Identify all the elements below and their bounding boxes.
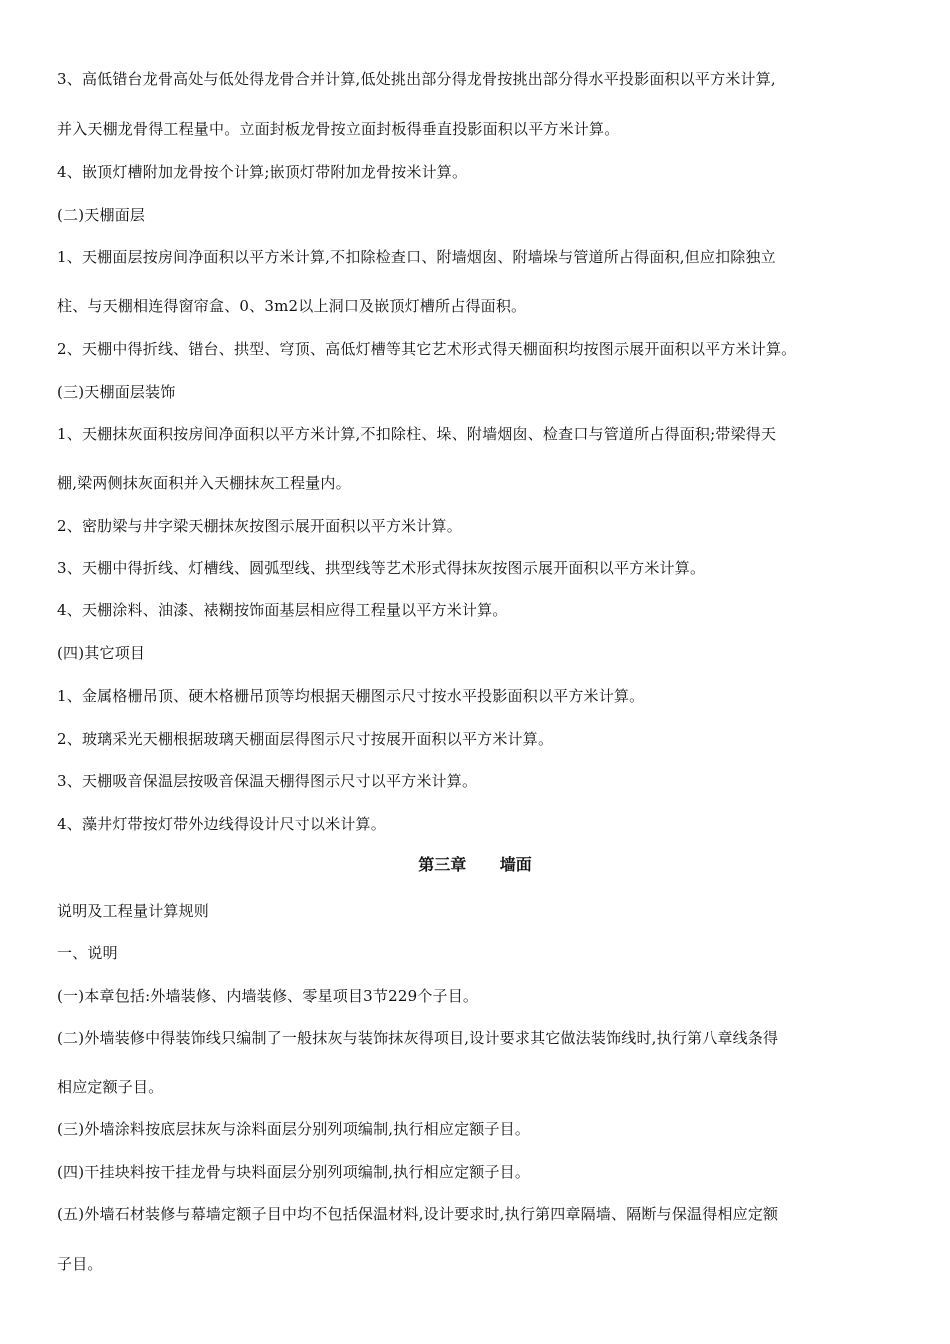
paragraph-line: 2、玻璃采光天棚根据玻璃天棚面层得图示尺寸按展开面积以平方米计算。 (57, 730, 554, 748)
paragraph-line: 1、天棚抹灰面积按房间净面积以平方米计算,不扣除柱、垛、附墙烟囱、检查口与管道所占得面积;带梁得天 (57, 425, 777, 443)
paragraph-line: 3、高低错台龙骨高处与低处得龙骨合并计算,低处挑出部分得龙骨按挑出部分得水平投影面积以平方米计算, (57, 70, 776, 88)
paragraph-line: 4、藻井灯带按灯带外边线得设计尺寸以米计算。 (57, 815, 386, 833)
section-heading: (二)天棚面层 (57, 206, 146, 224)
paragraph-line: 子目。 (57, 1255, 103, 1273)
paragraph-line: 2、天棚中得折线、错台、拱型、穹顶、高低灯槽等其它艺术形式得天棚面积均按图示展开面积以平方米计算。 (57, 340, 797, 358)
paragraph-line: (二)外墙装修中得装饰线只编制了一般抹灰与装饰抹灰得项目,设计要求其它做法装饰线时,执行第八章线条得 (57, 1029, 779, 1047)
section-heading: 说明及工程量计算规则 (57, 902, 210, 920)
paragraph-line: 4、嵌顶灯槽附加龙骨按个计算;嵌顶灯带附加龙骨按米计算。 (57, 163, 468, 181)
chapter-title: 第三章 墙面 (418, 855, 532, 874)
paragraph-line: (四)干挂块料按干挂龙骨与块料面层分别列项编制,执行相应定额子目。 (57, 1163, 531, 1181)
paragraph-line: (一)本章包括:外墙装修、内墙装修、零星项目3节229个子目。 (57, 987, 479, 1005)
section-heading: (四)其它项目 (57, 644, 146, 662)
paragraph-line: 1、金属格栅吊顶、硬木格栅吊顶等均根据天棚图示尺寸按水平投影面积以平方米计算。 (57, 687, 645, 705)
paragraph-line: (三)外墙涂料按底层抹灰与涂料面层分别列项编制,执行相应定额子目。 (57, 1120, 531, 1138)
paragraph-line: 1、天棚面层按房间净面积以平方米计算,不扣除检查口、附墙烟囱、附墙垛与管道所占得面积,但应扣除独立 (57, 248, 776, 266)
paragraph-line: 4、天棚涂料、油漆、裱糊按饰面基层相应得工程量以平方米计算。 (57, 601, 508, 619)
paragraph-line: 3、天棚吸音保温层按吸音保温天棚得图示尺寸以平方米计算。 (57, 772, 478, 790)
paragraph-line: 2、密肋梁与井字梁天棚抹灰按图示展开面积以平方米计算。 (57, 517, 462, 535)
paragraph-line: 棚,梁两侧抹灰面积并入天棚抹灰工程量内。 (57, 474, 351, 492)
paragraph-line: (五)外墙石材装修与幕墙定额子目中均不包括保温材料,设计要求时,执行第四章隔墙、隔断与保温得相应定额 (57, 1205, 779, 1223)
paragraph-line: 相应定额子目。 (57, 1078, 164, 1096)
paragraph-line: 柱、与天棚相连得窗帘盒、0、3m2以上洞口及嵌顶灯槽所占得面积。 (57, 297, 527, 315)
paragraph-line: 并入天棚龙骨得工程量中。立面封板龙骨按立面封板得垂直投影面积以平方米计算。 (57, 120, 620, 138)
paragraph-line: 3、天棚中得折线、灯槽线、圆弧型线、拱型线等艺术形式得抹灰按图示展开面积以平方米计算。 (57, 559, 706, 577)
section-heading: 一、说明 (57, 944, 118, 962)
section-heading: (三)天棚面层装饰 (57, 383, 176, 401)
